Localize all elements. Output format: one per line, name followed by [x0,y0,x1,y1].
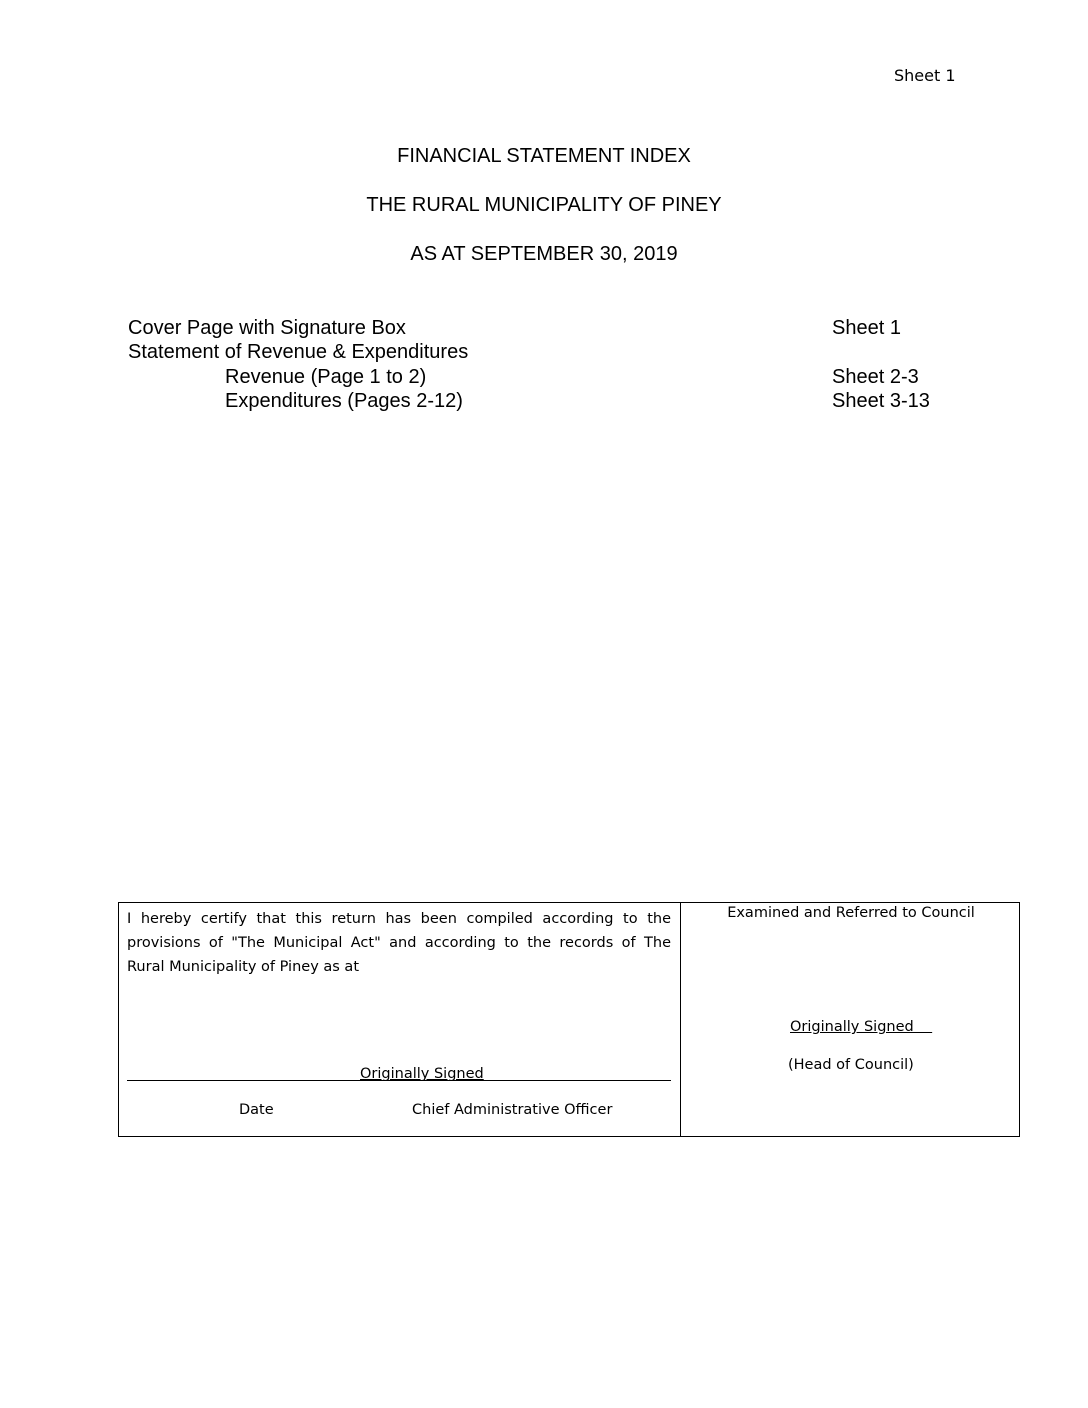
certification-box [118,902,1020,1137]
council-referral-title: Examined and Referred to Council [727,905,975,921]
index-item-label: Revenue (Page 1 to 2) [225,366,427,388]
sheet-number-label: Sheet 1 [894,66,956,85]
signature-line [127,1080,671,1081]
date-label: Date [239,1102,274,1118]
cao-signature: Originally Signed [360,1066,484,1082]
index-item-label: Cover Page with Signature Box [128,317,406,339]
index-item-sheet: Sheet 1 [832,317,901,339]
statement-date: AS AT SEPTEMBER 30, 2019 [410,243,678,265]
certification-divider [680,903,681,1136]
head-of-council-label: (Head of Council) [788,1057,914,1073]
index-item-sheet: Sheet 3-13 [832,390,930,412]
head-of-council-signature: Originally Signed [790,1019,933,1035]
index-item-label: Statement of Revenue & Expenditures [128,341,469,363]
index-item-label: Expenditures (Pages 2-12) [225,390,463,412]
index-item-sheet: Sheet 2-3 [832,366,919,388]
document-title: FINANCIAL STATEMENT INDEX [397,145,691,167]
certification-statement: I hereby certify that this return has been compiled according to the provisions of "The Municipal Act" and according to the records of The Rural Municipality of Piney as at [127,911,671,975]
municipality-name: THE RURAL MUNICIPALITY OF PINEY [366,194,722,216]
cao-label: Chief Administrative Officer [412,1102,613,1118]
